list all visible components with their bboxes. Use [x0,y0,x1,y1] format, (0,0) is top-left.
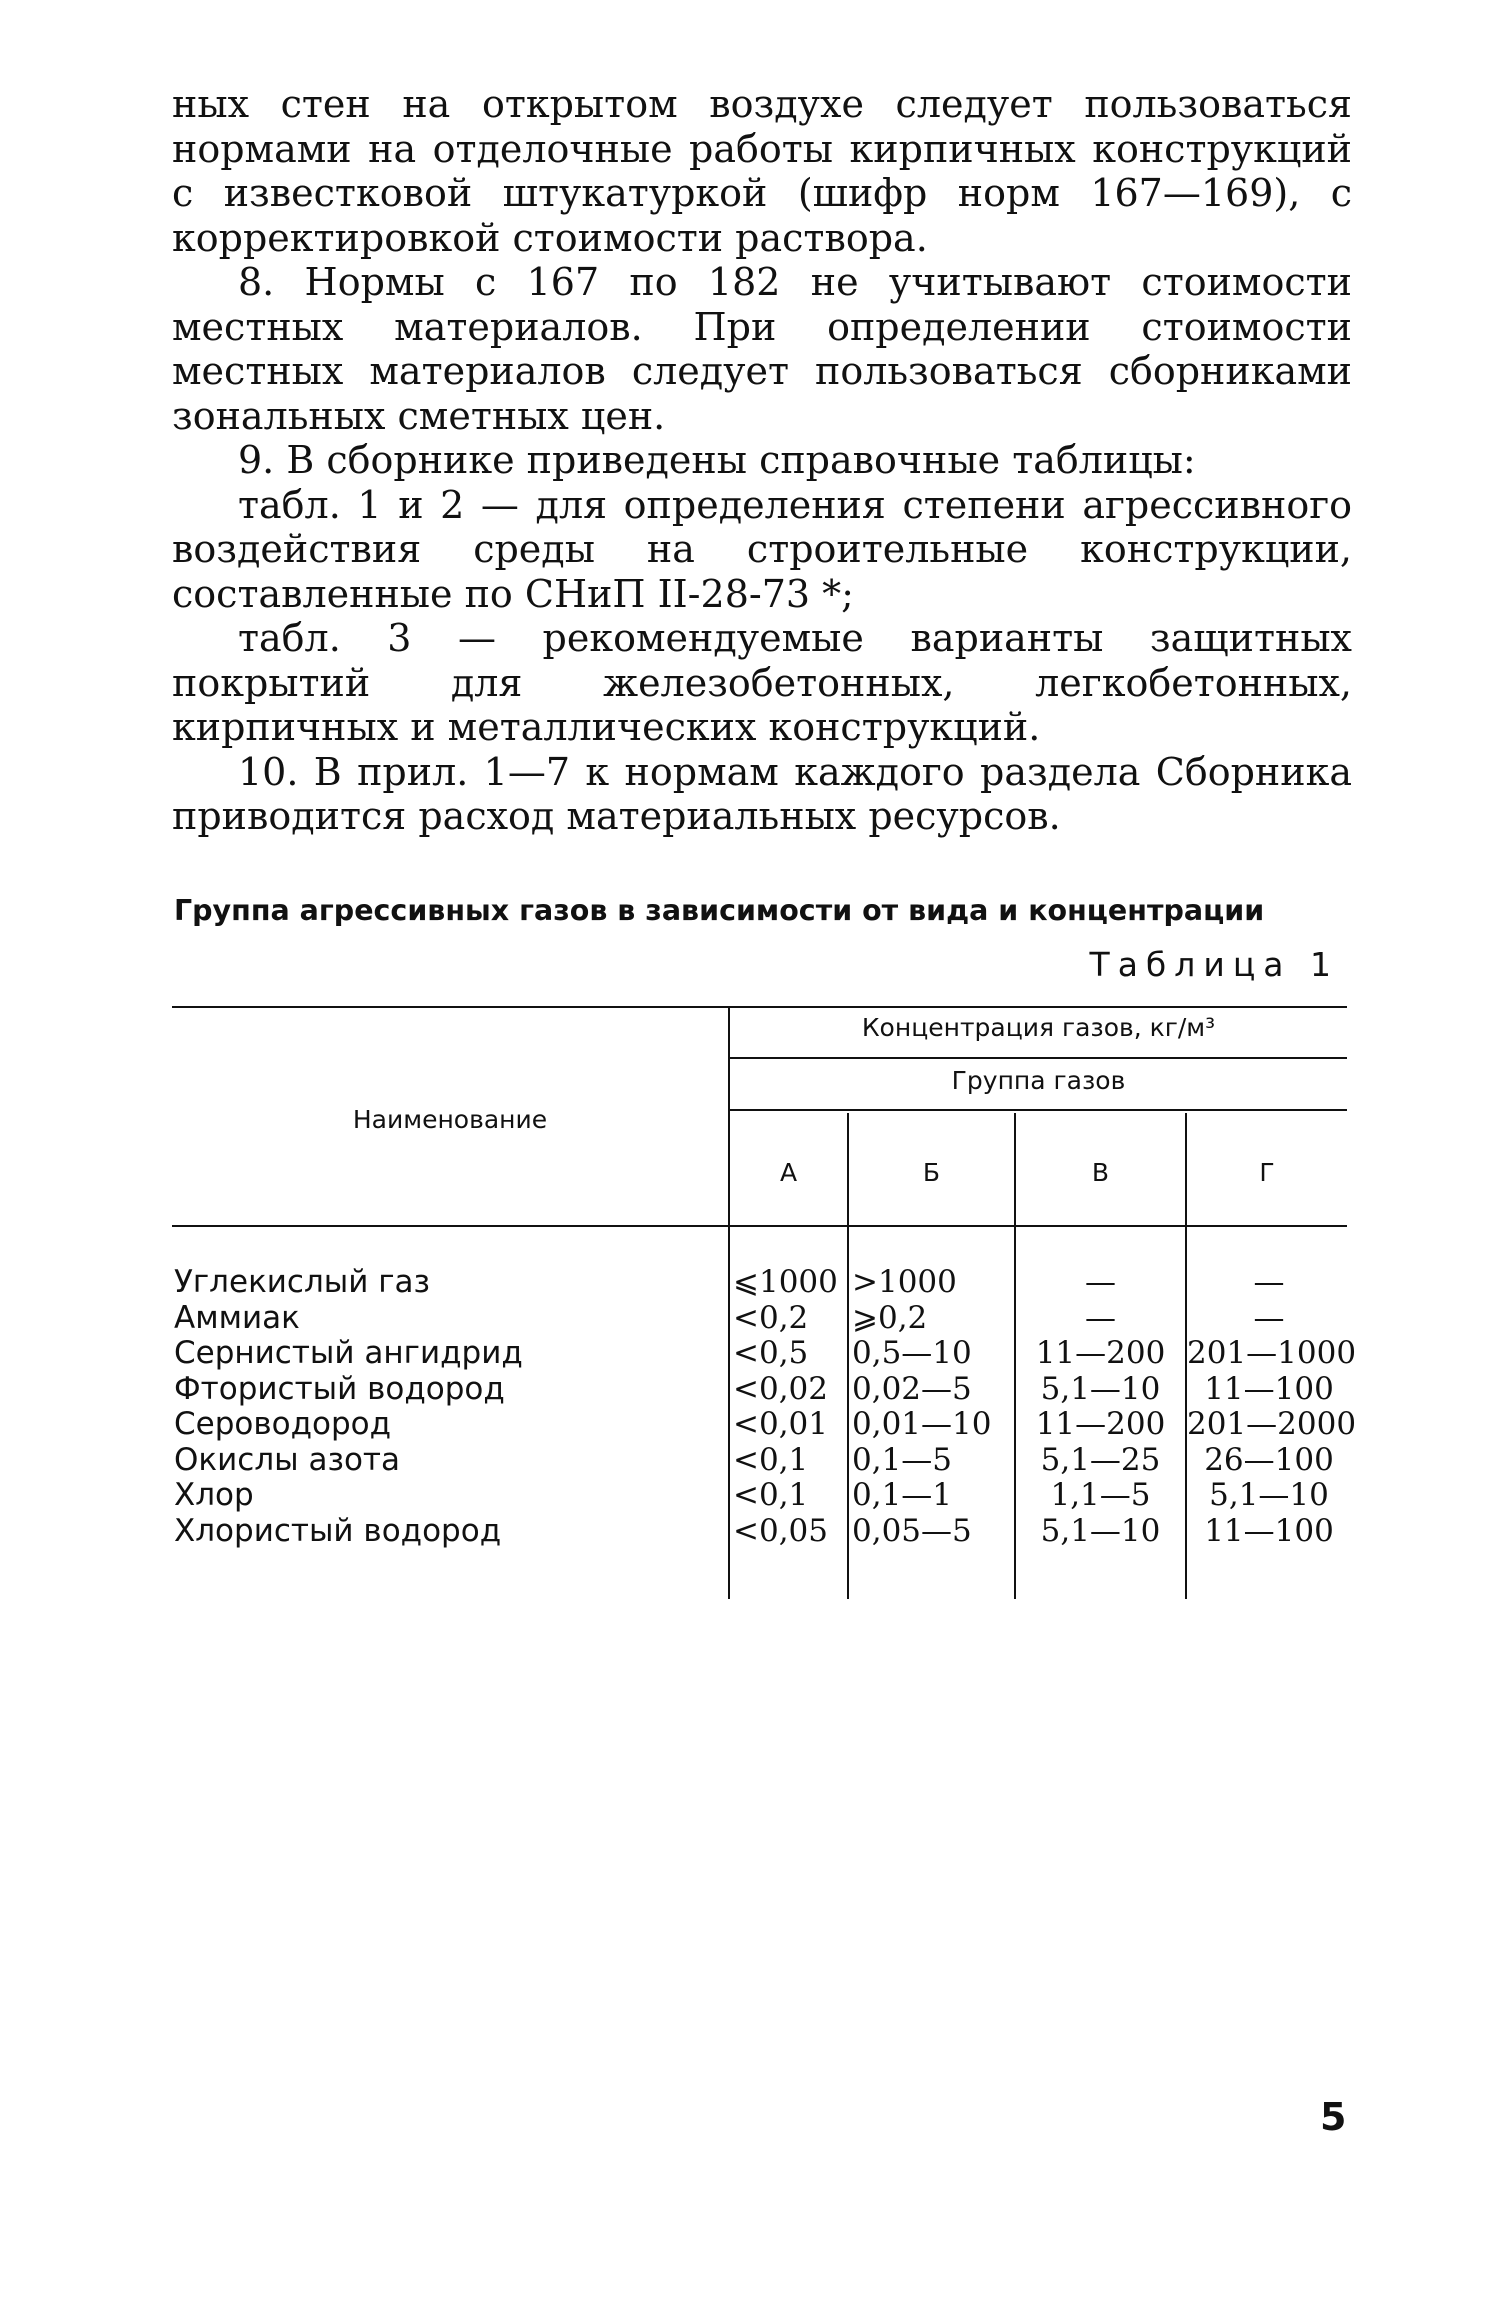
header-rule-group [730,1109,1347,1111]
column-a-values [733,1265,845,1549]
cell-a: <0,1 [733,1477,809,1513]
column-g-values [1187,1264,1357,1549]
header-rule-concentration [730,1057,1347,1059]
table-top-rule [172,1006,1347,1008]
cell-v: 5,1—10 [1040,1512,1161,1549]
paragraph-item-9: 9. В сборнике приведены справочные таблицы: [238,438,1196,482]
cell-v: 1,1—5 [1050,1477,1151,1513]
header-col-g: Г [1259,1158,1275,1187]
cell-b: 0,02—5 [852,1370,972,1407]
table-row-name: Аммиак [174,1299,300,1336]
page-number: 5 [1320,2095,1347,2139]
cell-b: >1000 [852,1264,957,1300]
cell-v: 11—200 [1035,1406,1166,1442]
cell-g: 201—1000 [1187,1335,1357,1371]
header-group: Группа газов [951,1066,1126,1095]
cell-v: 11—200 [1035,1335,1166,1371]
header-col-b: Б [922,1158,941,1187]
table-row-name: Хлористый водород [174,1512,502,1549]
cell-g: 11—100 [1204,1370,1334,1407]
paragraph-item-8: 8. Нормы с 167 по 182 не учитывают стоимости местных материалов. При определении стоимости местных материалов следует пользоваться сборниками зональных сметных цен. [172,260,1352,438]
table-row-name: Окислы азота [174,1441,400,1478]
column-b-values [852,1265,1012,1549]
table-row-name: Сероводород [174,1406,392,1442]
paragraph-item-10: 10. В прил. 1—7 к нормам каждого раздела Сборника приводится расход материальных ресурсов. [172,749,1352,838]
paragraph-table-ref-3: табл. 3 — рекомендуемые варианты защитных покрытий для железобетонных, легкобетонных, кирпичных и металлических конструкций. [172,616,1352,749]
cell-g: — [1253,1299,1285,1336]
cell-v: — [1085,1264,1116,1300]
table-row-name: Фтористый водород [174,1370,505,1407]
table-title: Группа агрессивных газов в зависимости от вида и концентрации [174,894,1265,927]
body-text [172,82,1352,839]
header-col-a: А [779,1158,798,1187]
cell-a: <0,02 [733,1370,828,1407]
cell-a: <0,2 [733,1299,809,1336]
table-row-name: Хлор [174,1477,254,1513]
cell-a: <0,05 [733,1512,828,1549]
cell-g: 5,1—10 [1209,1477,1329,1513]
header-name: Наименование [352,1105,548,1134]
cell-a: ⩽1000 [733,1264,838,1300]
cell-g: 11—100 [1204,1512,1334,1549]
cell-b: 0,1—5 [852,1441,953,1478]
paragraph-continuation: ных стен на открытом воздухе следует пользоваться нормами на отделочные работы кирпичных конструкций с известковой штукатуркой (шифр норм 167—169), с корректировкой стоимости раствора. [172,82,1352,260]
cell-a: <0,01 [733,1406,828,1442]
cell-b: 0,5—10 [852,1335,972,1371]
column-names [174,1265,523,1549]
table-row-name: Углекислый газ [174,1264,431,1300]
header-concentration: Концентрация газов, кг/м³ [861,1013,1216,1042]
header-bottom-rule [172,1225,1347,1227]
cell-b: 0,01—10 [852,1406,992,1442]
header-col-v: В [1091,1158,1110,1187]
table-row-name: Сернистый ангидрид [174,1335,523,1371]
cell-v: 5,1—10 [1040,1370,1161,1407]
column-v-values [1016,1265,1185,1549]
cell-v: 5,1—25 [1040,1441,1161,1478]
cell-g: 26—100 [1204,1441,1334,1478]
cell-g: — [1253,1264,1285,1300]
cell-b: 0,1—1 [852,1477,953,1513]
cell-a: <0,5 [733,1335,809,1371]
table-label: Таблица 1 [1089,945,1339,984]
cell-b: 0,05—5 [852,1512,972,1549]
cell-v: — [1085,1299,1116,1336]
paragraph-table-ref-1-2: табл. 1 и 2 — для определения степени агрессивного воздействия среды на строительные конструкции, составленные по СНиП II-28-73 *; [172,482,1352,616]
cell-g: 201—2000 [1187,1406,1357,1442]
cell-b: ⩾0,2 [852,1299,928,1336]
cell-a: <0,1 [733,1441,809,1478]
